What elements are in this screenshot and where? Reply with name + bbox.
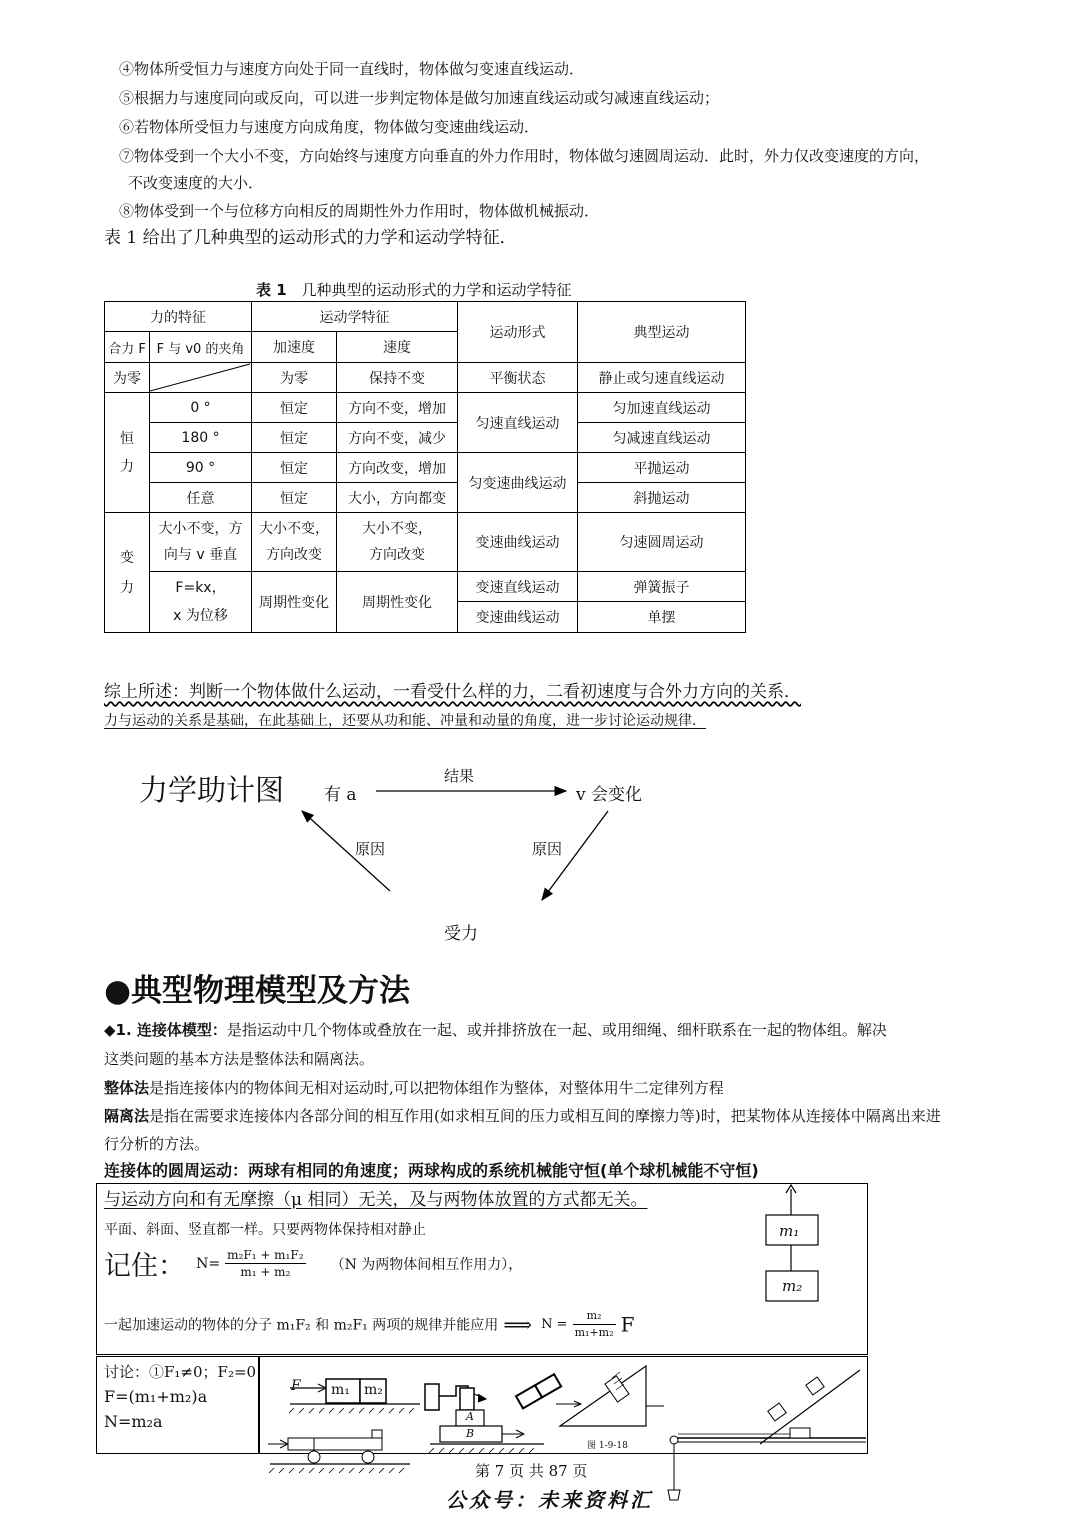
table-cell: 恒定	[252, 483, 337, 513]
model-head: ◆1. 连接体模型：	[104, 1021, 227, 1039]
cell-const-form-a: 匀速直线运动	[458, 393, 578, 453]
table-cell: 方向不变，增加	[337, 393, 458, 423]
whole-desc: 是指连接体内的物体间无相对运动时,可以把物体组作为整体，对整体用牛二定律列方程	[149, 1079, 724, 1097]
fig-cart	[268, 1430, 410, 1473]
cell-var-r2-vel: 周期性变化	[337, 572, 458, 633]
cell-var-r2-angle: F=kx， x 为位移	[150, 572, 252, 633]
fig-number: 图 1-9-18	[587, 1441, 628, 1451]
summary-2: 力与运动的关系是基础，在此基础上，还要从功和能、冲量和动量的角度，进一步讨论运动规律．	[104, 713, 706, 729]
box-line-4-text: 一起加速运动的物体的分子 m₁F₂ 和 m₂F₁ 两项的规律并能应用	[104, 1317, 499, 1334]
diagram-edge-top: 结果	[444, 767, 475, 785]
remember-formula	[104, 1244, 522, 1283]
model-desc-1: 是指运动中几个物体或叠放在一起、或并排挤放在一起、或用细绳、细杆联系在一起的物体组。解决	[226, 1021, 887, 1039]
remember-label: 记住：	[104, 1251, 185, 1282]
table-cell: 恒定	[252, 423, 337, 453]
cell-zero-acc: 为零	[252, 363, 337, 393]
cell-var-r3-form: 变速曲线运动	[458, 602, 578, 633]
circular-motion: 连接体的圆周运动：两球有相同的角速度；两球构成的系统机械能守恒(单个球机械能不守恒)	[104, 1161, 759, 1180]
fig-tilted-blocks	[516, 1374, 561, 1408]
table-cell: 方向改变，增加	[337, 453, 458, 483]
n-eq: N=	[196, 1255, 221, 1272]
model-desc-2: 这类问题的基本方法是整体法和隔离法。	[104, 1050, 375, 1068]
arrow-cause-right	[542, 811, 608, 900]
n2-fraction-den: m₁+m₂	[574, 1326, 614, 1339]
intro-line-4: ④物体所受恒力与速度方向处于同一直线时，物体做匀变速直线运动．	[119, 60, 585, 78]
section-title: ●典型物理模型及方法	[104, 973, 411, 1009]
model-line-1	[104, 1020, 887, 1040]
diagram-node-v: v 会变化	[576, 785, 643, 805]
iso-term: 隔离法	[104, 1107, 150, 1125]
table-cell: 匀加速直线运动	[578, 393, 746, 423]
implies-arrow: ⟹	[503, 1312, 532, 1337]
fig-hook-blocks	[425, 1384, 486, 1410]
intro-line-7: ⑦物体受到一个大小不变，方向始终与速度方向垂直的外力作用时，物体做匀速圆周运动．此时，外力仅改变速度的方向，	[119, 147, 930, 165]
fig-two-blocks	[289, 1379, 420, 1413]
cell-var-r1-angle: 大小不变，方 向与 v 垂直	[150, 513, 252, 572]
summary-1: 综上所述：判断一个物体做什么运动，一看受什么样的力，二看初速度与合外力方向的关系．	[104, 682, 801, 702]
cell-var-r2-typical: 弹簧振子	[578, 572, 746, 602]
th-typical: 典型运动	[578, 302, 746, 363]
cell-zero-form: 平衡状态	[458, 363, 578, 393]
n2-fraction	[573, 1308, 616, 1341]
th-force: 力的特征	[105, 302, 252, 332]
th-angle: F 与 v0 的夹角	[150, 332, 252, 363]
diagram-node-a: 有 a	[324, 785, 357, 805]
th-acc: 加速度	[252, 332, 337, 363]
intro-line-6: ⑥若物体所受恒力与速度方向成角度，物体做匀变速曲线运动．	[119, 118, 540, 136]
table-cell: 匀减速直线运动	[578, 423, 746, 453]
discuss-line-2: F=(m₁+m₂)a	[104, 1387, 208, 1406]
cell-zero-vel: 保持不变	[337, 363, 458, 393]
table-cell: 平抛运动	[578, 453, 746, 483]
label-m2: m₂	[782, 1277, 803, 1295]
fig-incline	[556, 1366, 664, 1426]
diagram-node-f: 受力	[444, 924, 478, 944]
box-line-2: 平面、斜面、竖直都一样。只要两物体保持相对静止	[104, 1222, 426, 1238]
fig-b-label: B	[466, 1427, 475, 1440]
th-form: 运动形式	[458, 302, 578, 363]
th-kinematics: 运动学特征	[252, 302, 458, 332]
intro-line-8: ⑧物体受到一个与位移方向相反的周期性外力作用时，物体做机械振动．	[119, 202, 600, 220]
discuss-line-3: N=m₂a	[104, 1412, 163, 1431]
box-line-1: 与运动方向和有无摩擦（μ 相同）无关，及与两物体放置的方式都无关。	[104, 1190, 648, 1210]
cell-var-r1-typical: 匀速圆周运动	[578, 513, 746, 572]
fig-f-label: F	[291, 1378, 301, 1394]
table-row: 任意	[150, 483, 252, 513]
th-net-force: 合力 F	[105, 332, 150, 363]
iso-desc-1: 是指在需要求连接体内各部分间的相互作用(如求相互间的压力或相互间的摩擦力等)时，把某物体从连接体中隔离出来进	[149, 1107, 941, 1125]
fig-ab-blocks	[429, 1410, 544, 1453]
n2-fraction-num: m₂	[573, 1308, 616, 1325]
cell-zero: 为零	[105, 363, 150, 393]
iso-desc-2: 行分析的方法。	[104, 1135, 210, 1153]
discuss-line-1: 讨论：①F₁≠0；F₂=0	[104, 1363, 257, 1381]
whole-term: 整体法	[104, 1079, 150, 1097]
arrow-cause-left	[302, 811, 390, 891]
cell-var-label: 变 力	[105, 513, 150, 633]
cell-const-form-b: 匀变速曲线运动	[458, 453, 578, 513]
fig-a-label: A	[466, 1410, 474, 1423]
n-note: （N 为两物体间相互作用力），	[330, 1256, 523, 1273]
intro-line-5: ⑤根据力与速度同向或反向，可以进一步判定物体是做匀加速直线运动或匀减速直线运动；	[119, 89, 720, 107]
cell-var-r1-acc: 大小不变， 方向改变	[252, 513, 337, 572]
table-caption-num: 表 1	[256, 281, 287, 299]
cell-var-r1-form: 变速曲线运动	[458, 513, 578, 572]
table-row: 90 °	[150, 453, 252, 483]
wechat-watermark: 公众号：未来资料汇	[446, 1488, 653, 1512]
box-line-4	[104, 1308, 634, 1341]
th-vel: 速度	[337, 332, 458, 363]
cell-zero-typical: 静止或匀速直线运动	[578, 363, 746, 393]
diagram-edge-right: 原因	[532, 840, 563, 858]
diagram-title: 力学助计图	[139, 773, 285, 807]
table-cell: 方向不变，减少	[337, 423, 458, 453]
n-fraction-num: m₂F₁ + m₁F₂	[227, 1248, 304, 1262]
page-number: 第 7 页 共 87 页	[475, 1462, 588, 1480]
table-row: 0 °	[150, 393, 252, 423]
cell-const-label: 恒 力	[105, 393, 150, 513]
table-cell: 斜抛运动	[578, 483, 746, 513]
n-fraction	[225, 1247, 305, 1280]
table-row: 180 °	[150, 423, 252, 453]
n-fraction-den: m₁ + m₂	[240, 1265, 291, 1279]
n2-eq: N =	[541, 1317, 568, 1332]
table-cell: 恒定	[252, 453, 337, 483]
diagram-edge-left: 原因	[355, 840, 386, 858]
table-caption-text: 几种典型的运动形式的力学和运动学特征	[301, 281, 572, 299]
cell-var-r2-acc: 周期性变化	[252, 572, 337, 633]
cell-var-r1-vel: 大小不变， 方向改变	[337, 513, 458, 572]
n2-f: F	[620, 1312, 635, 1337]
table-cell: 恒定	[252, 393, 337, 423]
iso-method	[104, 1106, 941, 1126]
intro-line-7-cont: 不改变速度的大小．	[128, 174, 264, 192]
fig-m2-label: m₂	[364, 1382, 383, 1398]
cell-var-r3-typical: 单摆	[578, 602, 746, 633]
table-intro: 表 1 给出了几种典型的运动形式的力学和运动学特征．	[104, 228, 517, 248]
label-m1: m₁	[779, 1222, 800, 1240]
table-cell: 大小，方向都变	[337, 483, 458, 513]
fig-m1-label: m₁	[331, 1382, 350, 1398]
whole-method	[104, 1078, 724, 1098]
cell-var-r2-form: 变速直线运动	[458, 572, 578, 602]
